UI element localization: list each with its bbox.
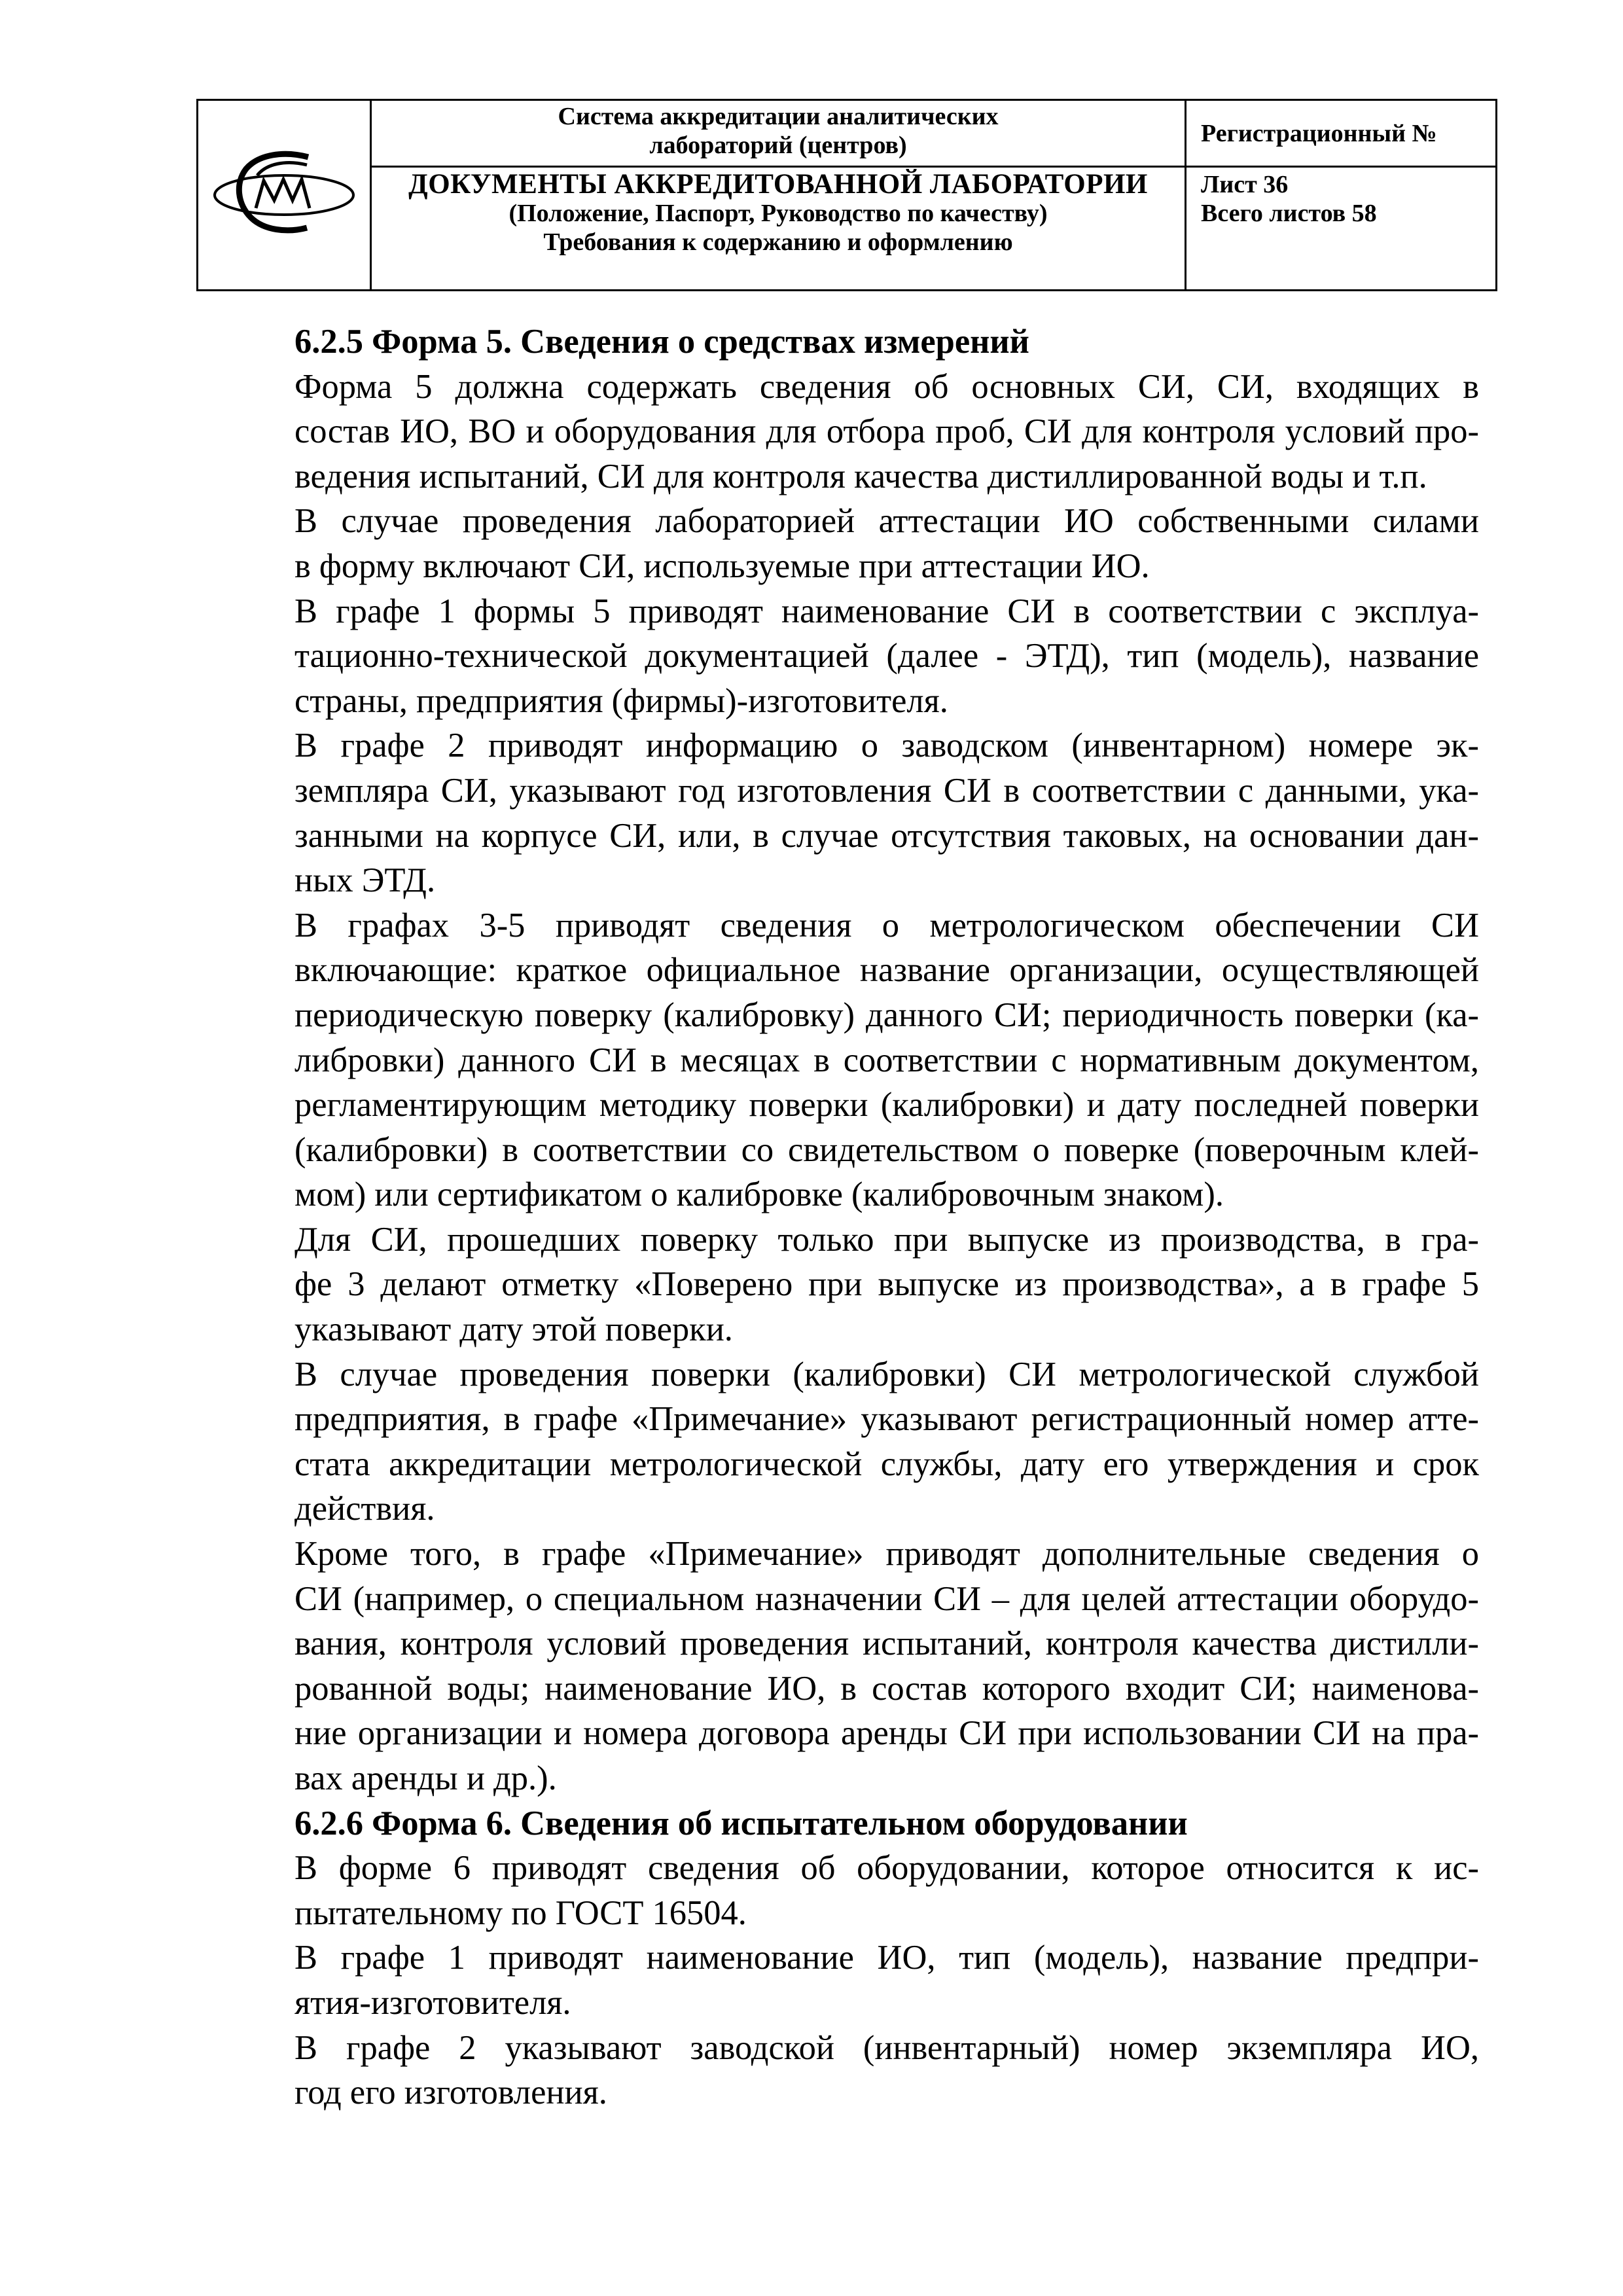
text-line: год его изготовления. (294, 2073, 607, 2112)
text-line: В случае проведения лабораторией аттестации ИО собственными силами (294, 502, 1479, 541)
text-line: указывают дату этой поверки. (294, 1310, 733, 1349)
text-line: рованной воды; наименование ИО, в состав которого входит СИ; наименова- (294, 1669, 1479, 1708)
text-line: Кроме того, в графе «Примечание» приводят дополнительные сведения о (294, 1535, 1479, 1573)
text-line: ных ЭТД. (294, 861, 436, 900)
doc-title: ДОКУМЕНТЫ АККРЕДИТОВАННОЙ ЛАБОРАТОРИИ (408, 169, 1148, 200)
text-line: ятия-изготовителя. (294, 1983, 571, 2022)
accreditation-logo-icon (210, 148, 358, 240)
text-line: включающие: краткое официальное название организации, осуществляющей (294, 951, 1479, 990)
text-line: вах аренды и др.). (294, 1759, 557, 1797)
text-line: (калибровки) в соответствии со свидетельством о поверке (поверочным клей- (294, 1130, 1479, 1169)
section-6-2-5-heading: 6.2.5 Форма 5. Сведения о средствах измерений (294, 323, 1029, 361)
text-line: В графах 3-5 приводят сведения о метрологическом обеспечении СИ (294, 906, 1479, 944)
paragraph (196, 1532, 1479, 1801)
text-line: фе 3 делают отметку «Поверено при выпуске из производства», а в графе 5 (294, 1265, 1479, 1304)
paragraph (196, 1846, 1479, 1935)
org-name-line1: Система аккредитации аналитических (558, 103, 999, 130)
text-line: пытательному по ГОСТ 16504. (294, 1893, 747, 1932)
doc-subtitle-1: (Положение, Паспорт, Руководство по качеству) (508, 200, 1048, 227)
text-line: действия. (294, 1490, 435, 1528)
paragraph (196, 1935, 1479, 2025)
text-line: СИ (например, о специальном назначении СИ – для целей аттестации оборудо- (294, 1579, 1479, 1618)
sheet-number: Лист 36 (1201, 171, 1289, 198)
paragraph (196, 903, 1479, 1217)
sheet-info-cell (1186, 167, 1497, 291)
org-name-line2: лабораторий (центров) (649, 132, 907, 159)
text-line: состав ИО, ВО и оборудования для отбора проб, СИ для контроля условий про- (294, 412, 1479, 451)
text-line: ние организации и номера договора аренды СИ при использовании СИ на пра- (294, 1714, 1479, 1753)
text-line: В форме 6 приводят сведения об оборудовании, которое относится к ис- (294, 1849, 1479, 1888)
text-line: В графе 1 приводят наименование ИО, тип (модель), название предпри- (294, 1939, 1479, 1977)
text-line: страны, предприятия (фирмы)-изготовителя. (294, 681, 948, 720)
org-name-cell (371, 100, 1186, 167)
text-line: либровки) данного СИ в месяцах в соответствии с нормативным документом, (294, 1041, 1479, 1079)
text-line: Форма 5 должна содержать сведения об основных СИ, СИ, входящих в (294, 367, 1479, 406)
registration-label: Регистрационный № (1201, 119, 1437, 147)
paragraph (196, 499, 1479, 588)
text-line: предприятия, в графе «Примечание» указывают регистрационный номер атте- (294, 1400, 1479, 1439)
section-6-2-6-heading: 6.2.6 Форма 6. Сведения об испытательном оборудовании (294, 1804, 1188, 1842)
text-line: В случае проведения поверки (калибровки) СИ метрологической службой (294, 1355, 1479, 1393)
text-line: периодическую поверку (калибровку) данного СИ; периодичность поверки (ка- (294, 996, 1479, 1034)
document-body (196, 319, 1479, 2115)
text-line: земпляра СИ, указывают год изготовления СИ в соответствии с данными, ука- (294, 771, 1479, 810)
text-line: в форму включают СИ, используемые при аттестации ИО. (294, 547, 1150, 585)
paragraph (196, 1352, 1479, 1532)
doc-subtitle-2: Требования к содержанию и оформлению (543, 228, 1013, 256)
paragraph (196, 2026, 1479, 2115)
paragraph (196, 1217, 1479, 1352)
text-line: Для СИ, прошедших поверку только при выпуске из производства, в гра- (294, 1220, 1479, 1259)
document-header (196, 99, 1497, 291)
registration-cell (1186, 100, 1497, 167)
text-line: тационно-технической документацией (далее - ЭТД), тип (модель), название (294, 637, 1479, 675)
text-line: вания, контроля условий проведения испытаний, контроля качества дистилли- (294, 1624, 1479, 1663)
doc-title-cell (371, 167, 1186, 291)
text-line: регламентирующим методику поверки (калибровки) и дату последней поверки (294, 1086, 1479, 1124)
total-sheets: Всего листов 58 (1201, 200, 1377, 227)
paragraph (196, 723, 1479, 903)
logo-cell (198, 100, 371, 291)
text-line: мом) или сертификатом о калибровке (калибровочным знаком). (294, 1175, 1224, 1214)
paragraph (196, 589, 1479, 724)
text-line: ведения испытаний, СИ для контроля качества дистиллированной воды и т.п. (294, 457, 1427, 495)
text-line: В графе 2 приводят информацию о заводском (инвентарном) номере эк- (294, 726, 1479, 765)
text-line: В графе 2 указывают заводской (инвентарный) номер экземпляра ИО, (294, 2028, 1479, 2067)
text-line: В графе 1 формы 5 приводят наименование СИ в соответствии с эксплуа- (294, 592, 1479, 630)
paragraph (196, 365, 1479, 499)
text-line: занными на корпусе СИ, или, в случае отсутствия таковых, на основании дан- (294, 816, 1479, 855)
text-line: стата аккредитации метрологической службы, дату его утверждения и срок (294, 1444, 1479, 1483)
